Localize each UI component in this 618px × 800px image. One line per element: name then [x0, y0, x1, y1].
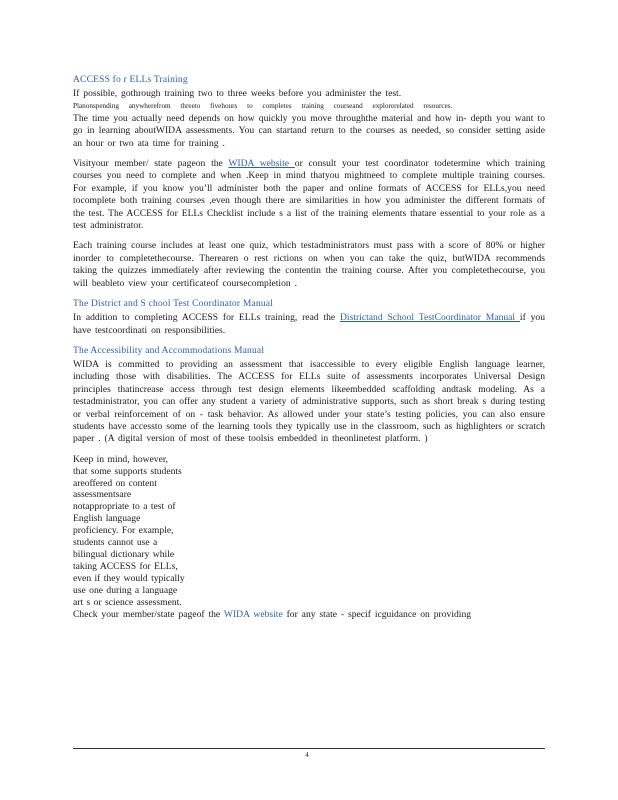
member-state-pre-text: Visityour member/ state pageon the	[73, 158, 229, 170]
wida-website-link-2[interactable]: WIDA website	[223, 608, 283, 620]
coordinator-post-text: if you have testcoordinati on responsibilities.	[73, 312, 545, 336]
page-number: 4	[305, 751, 309, 759]
timing-intro-text: If possible, gothrough training two to three weeks before you administer the test.	[73, 88, 402, 99]
paragraph-member-state	[73, 158, 545, 232]
guidance-post-text: for any state - specif icguidance on providing	[282, 608, 472, 620]
member-state-post-text: or consult your test coordinator todetermine which training courses you need to complete and when .Keep in mind thatyou mightneed to complete multiple training courses. For example, if you know you’ll administer both the paper and online formats of ACCESS for ELLs,you need tocomplete both training courses ,even though there are similarities in how you administer the different formats of the test. The ACCESS for ELLs Checklist include s a list of the training elements thatare essential to your role as a test administrator.	[73, 158, 546, 232]
section-heading-coordinator-manual: The District and S chool Test Coordinator Manual	[73, 299, 274, 310]
coordinator-pre-text: In addition to completing ACCESS for ELLs training, read the	[73, 312, 340, 324]
paragraph-supports-note: Keep in mind, however, that some supports students areoffered on content assessmentsare notappropriate to a test of English language proficiency. For example, students cannot use a bilingual dictionary while taking ACCESS for ELLs, even if they would typically use one during a language art s or science assessment.	[73, 453, 185, 608]
paragraph-coordinator-manual	[73, 312, 545, 337]
document-page	[73, 74, 545, 629]
section-heading-accessibility-manual: The Accessibility and Accommodations Manual	[73, 345, 265, 356]
guidance-pre-text: Check your member/state pageof the	[73, 608, 224, 620]
paragraph-training-timing	[73, 88, 545, 150]
section-heading-access-training: ACCESS fo r ELLs Training	[73, 75, 188, 85]
coordinator-manual-link[interactable]: Districtand School TestCoordinator Manual	[340, 312, 520, 324]
footer-divider	[73, 748, 545, 749]
paragraph-accessibility: WIDA is committed to providing an assessment that isaccessible to every eligible English language learner, including those with disabilities. The ACCESS for ELLs suite of assessments incorporates Universal Design principles thatincrease access through test design elements likeembedded scaffolding andtask modeling. As a testadministrator, you can offer any student a variety of administrative supports, such as short break s during testing or verbal reinforcement of on - task behavior. As allowed under your state’s testing policies, you can also ensure students have accessto some of the learning tools they typically use in the classroom, such as highlighters or scratch paper . (A digital version of most of these toolsis embedded in theonlinetest platform. )	[73, 358, 545, 445]
paragraph-state-guidance	[73, 609, 545, 621]
timing-detail-text: The time you actually need depends on how quickly you move throughthe material and how in- depth you want to go in learning aboutWIDA assessments. You can startand return to the courses as needed, so consider setting aside an hour or two ata time for training .	[73, 112, 545, 149]
timing-hours-text: Planonspending anywherefrom threeto fivehours to completes training courseand explorerelated resources.	[73, 102, 453, 111]
paragraph-quiz: Each training course includes at least one quiz, which testadministrators must pass with a score of 80% or higher inorder to completethecourse. Therearen o rest rictions on when you can take the quiz, butWIDA recommends taking the quizzes immediately after reviewing the contentin the training course. After you completethecourse, you will beableto view your certificateof coursecompletion .	[73, 240, 545, 289]
wida-website-link[interactable]: WIDA website	[228, 158, 295, 170]
